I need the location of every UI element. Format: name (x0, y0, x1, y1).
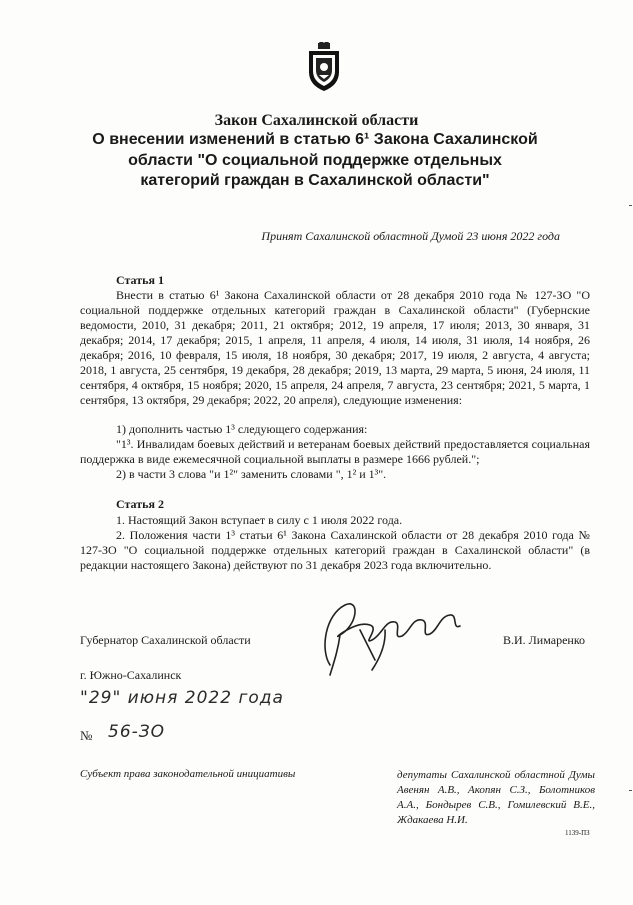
article1-intro: Внести в статью 6¹ Закона Сахалинской области от 28 декабря 2010 года № 127-ЗО "О социальной поддержке отдельных категорий граждан в Сахалинской области" (Губернские ведомости, 2010, 31 декабря; 2011, 21 октября; 2012, 19 апреля, 17 июля; 2013, 30 января, 31 декабря; 2014, 17 декабря; 2015, 1 апреля, 11 апреля, 4 июля, 14 июля, 31 июля, 14 ноября, 26 декабря; 2016, 10 февраля, 15 июля, 18 ноября, 30 декабря; 2017, 19 июля, 2 августа, 4 августа; 2018, 1 августа, 25 сентября, 19 декабря, 28 декабря; 2019, 13 марта, 29 марта, 5 июня, 24 июля, 11 сентября, 4 октября, 15 ноября; 2020, 15 апреля, 24 апреля, 7 августа, 23 сентября; 2021, 5 марта, 1 сентября, 13 октября, 29 декабря; 2022, 20 апреля), следующие изменения: (80, 288, 590, 407)
signing-city: г. Южно-Сахалинск (80, 668, 182, 682)
document-title: Закон Сахалинской области (214, 112, 419, 129)
article1-item1: 1) дополнить частью 1³ следующего содержания: (116, 422, 368, 436)
coat-of-arms-icon (306, 42, 342, 92)
initiative-subject-label: Субъект права законодательной инициативы (80, 768, 296, 780)
handwritten-signature (300, 590, 470, 680)
margin-mark (629, 790, 632, 791)
article2-p2: 2. Положения части 1³ статьи 6¹ Закона Сахалинской области от 28 декабря 2010 года № 127-ЗО "О социальной поддержке отдельных категорий граждан в Сахалинской области" (в редакции настоящего Закона) действуют по 31 декабря 2023 года включительно. (80, 528, 590, 572)
article2-heading: Статья 2 (116, 497, 164, 511)
article1-quote: "1³. Инвалидам боевых действий и ветеранам боевых действий предоставляется социальная поддержка в виде ежемесячной социальной выплаты в размере 1666 рублей."; (80, 437, 590, 466)
article1-heading: Статья 1 (116, 273, 164, 287)
article1-item2: 2) в части 3 слова "и 1²" заменить словами ", 1² и 1³". (116, 467, 387, 481)
margin-mark (629, 205, 632, 206)
initiative-authors: депутаты Сахалинской областной Думы Авенян А.В., Акопян С.З., Болотников А.А., Бондырев С.В., Гомилевский В.Е., Ждакаева Н.И. (397, 769, 595, 826)
handwritten-date: "29" июня 2022 года (80, 688, 284, 708)
number-prefix: № (80, 728, 93, 743)
adoption-note: Принят Сахалинской областной Думой 23 июня 2022 года (261, 229, 560, 243)
handwritten-number: 56-ЗО (108, 722, 166, 742)
signatory-position: Губернатор Сахалинской области (80, 633, 251, 647)
article2-p1: 1. Настоящий Закон вступает в силу с 1 июля 2022 года. (116, 513, 403, 527)
document-code: 1139-ПЗ (565, 829, 590, 837)
document-subtitle: О внесении изменений в статью 6¹ Закона Сахалинской области "О социальной поддержке отдельных категорий граждан в Сахалинской области" (92, 131, 538, 189)
signatory-name: В.И. Лимаренко (503, 633, 586, 647)
